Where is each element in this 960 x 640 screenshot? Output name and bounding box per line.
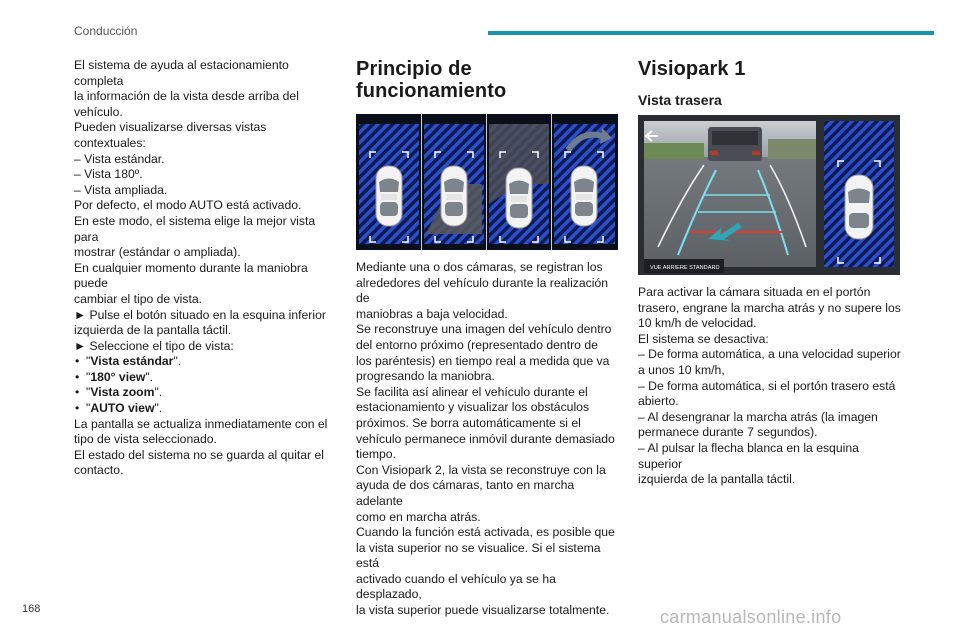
- running-header-section: Conducción: [74, 24, 138, 38]
- paragraph-line: como en marcha atrás.: [356, 509, 481, 524]
- view-mode-label[interactable]: VUE ARRIERE STANDARD: [650, 265, 720, 271]
- paragraph-line: del entorno próximo (representado dentro de: [356, 337, 598, 352]
- paragraph-line: – Vista ampliada.: [74, 182, 168, 197]
- subheading-rear-view: Vista trasera: [638, 92, 722, 108]
- paragraph-line: – De forma automática, a una velocidad superior: [638, 347, 901, 362]
- view-option-label: 180° view: [90, 369, 146, 384]
- section-heading-principio: Principio de funcionamiento: [356, 58, 507, 102]
- column-3-text: [638, 285, 902, 488]
- paragraph-line: los paréntesis) en tiempo real a medida que va: [356, 353, 610, 368]
- paragraph-line: a unos 10 km/h,: [638, 362, 725, 377]
- quote-open: ": [86, 401, 91, 416]
- watermark: carmanualsonline.info: [660, 607, 842, 627]
- paragraph-line: Pueden visualizarse diversas vistas contextuales:: [74, 120, 267, 150]
- paragraph-line: El sistema se desactiva:: [638, 331, 769, 346]
- quote-close: ".: [154, 401, 163, 416]
- column-1: [74, 58, 336, 479]
- panel-zoom-view: [489, 124, 549, 244]
- paragraph-line: tiempo.: [356, 447, 396, 462]
- paragraph-line: la vista superior no se visualice. Si el sistema está: [356, 540, 601, 571]
- paragraph-line: ► Pulse el botón situado en la esquina inferior: [74, 307, 326, 322]
- view-type-options: [74, 354, 336, 416]
- paragraph-line: 10 km/h de velocidad.: [638, 316, 757, 331]
- panel-180-view: [424, 124, 484, 244]
- paragraph-line: maniobras a baja velocidad.: [356, 306, 508, 321]
- paragraph-line: El sistema de ayuda al estacionamiento completa: [74, 58, 289, 88]
- paragraph-line: En este modo, el sistema elige la mejor vista para: [74, 213, 316, 244]
- paragraph-line: Por defecto, el modo AUTO está activado.: [74, 198, 302, 213]
- paragraph-line: alrededores del vehículo durante la realización de: [356, 275, 609, 306]
- paragraph-line: progresando la maniobra.: [356, 369, 495, 384]
- paragraph-line: En cualquier momento durante la maniobra puede: [74, 260, 308, 291]
- view-option-item: [74, 370, 336, 386]
- paragraph-line: izquierda de la pantalla táctil.: [638, 472, 796, 487]
- panel-auto-view: [554, 124, 615, 244]
- paragraph-line: Cuando la función está activada, es posible que: [356, 525, 615, 540]
- paragraph-line: permanece durante 7 segundos).: [638, 425, 818, 440]
- paragraph-line: abierto.: [638, 394, 679, 409]
- column-1-closing-text: [74, 417, 336, 479]
- column-3: [638, 58, 902, 488]
- quote-close: ".: [154, 385, 163, 400]
- paragraph-line: Mediante una o dos cámaras, se registran los: [356, 260, 603, 274]
- quote-close: ".: [173, 354, 182, 369]
- quote-open: ": [86, 354, 91, 369]
- view-option-label: AUTO view: [90, 401, 155, 416]
- view-option-item: [74, 354, 336, 370]
- paragraph-line: Se reconstruye una imagen del vehículo dentro: [356, 322, 612, 337]
- view-option-label: Vista zoom: [90, 385, 155, 400]
- paragraph-line: ayuda de dos cámaras, tanto en marcha adelante: [356, 478, 575, 508]
- rear-camera-screen-figure: [638, 115, 900, 275]
- paragraph-line: izquierda de la pantalla táctil.: [74, 323, 232, 338]
- view-option-item: [74, 401, 336, 417]
- paragraph-line: activado cuando el vehículo ya se ha desplazado,: [356, 571, 556, 602]
- paragraph-line: Se facilita así alinear el vehículo durante el: [356, 384, 588, 399]
- paragraph-line: – Vista estándar.: [74, 151, 165, 166]
- panel-standard-view: [359, 124, 419, 244]
- view-option-item: [74, 385, 336, 401]
- header-accent-rule: [488, 31, 934, 35]
- paragraph-line: El estado del sistema no se guarda al quitar el: [74, 447, 324, 462]
- paragraph-line: la información de la vista desde arriba del: [74, 89, 299, 104]
- page-number: 168: [22, 603, 41, 615]
- top-view-panel: [824, 121, 894, 267]
- rear-camera-image: [644, 121, 816, 267]
- paragraph-line: contacto.: [74, 463, 124, 478]
- quote-open: ": [86, 385, 91, 400]
- paragraph-line: cambiar el tipo de vista.: [74, 291, 203, 306]
- quote-open: ": [86, 369, 91, 384]
- paragraph-line: – De forma automática, si el portón trasero está: [638, 378, 896, 393]
- paragraph-line: trasero, engrane la marcha atrás y no supere los: [638, 300, 901, 315]
- paragraph-line: vehículo permanece inmóvil durante demasiado: [356, 431, 615, 446]
- paragraph-line: Para activar la cámara situada en el portón: [638, 285, 871, 299]
- paragraph-line: mostrar (estándar o ampliada).: [74, 245, 241, 260]
- column-2: [356, 58, 620, 619]
- paragraph-line: próximos. Se borra automáticamente si el: [356, 415, 581, 430]
- quote-close: ".: [145, 369, 154, 384]
- view-option-label: Vista estándar: [90, 354, 174, 369]
- parking-view-sequence-figure: [356, 114, 618, 250]
- section-heading-visiopark: Visiopark 1: [638, 58, 746, 80]
- paragraph-line: la vista superior puede visualizarse totalmente.: [356, 603, 610, 618]
- paragraph-line: La pantalla se actualiza inmediatamente con el: [74, 416, 328, 431]
- paragraph-line: – Al pulsar la flecha blanca en la esquina superior: [638, 440, 859, 471]
- paragraph-line: tipo de vista seleccionado.: [74, 432, 217, 447]
- paragraph-line: – Al desengranar la marcha atrás (la imagen: [638, 409, 878, 424]
- paragraph-line: – Vista 180º.: [74, 167, 143, 182]
- column-1-text: [74, 58, 336, 354]
- paragraph-line: vehículo.: [74, 104, 123, 119]
- paragraph-line: estacionamiento y visualizar los obstáculos: [356, 400, 590, 415]
- column-2-text: [356, 260, 620, 619]
- paragraph-line: ► Seleccione el tipo de vista:: [74, 338, 234, 353]
- paragraph-line: Con Visiopark 2, la vista se reconstruye con la: [356, 462, 606, 477]
